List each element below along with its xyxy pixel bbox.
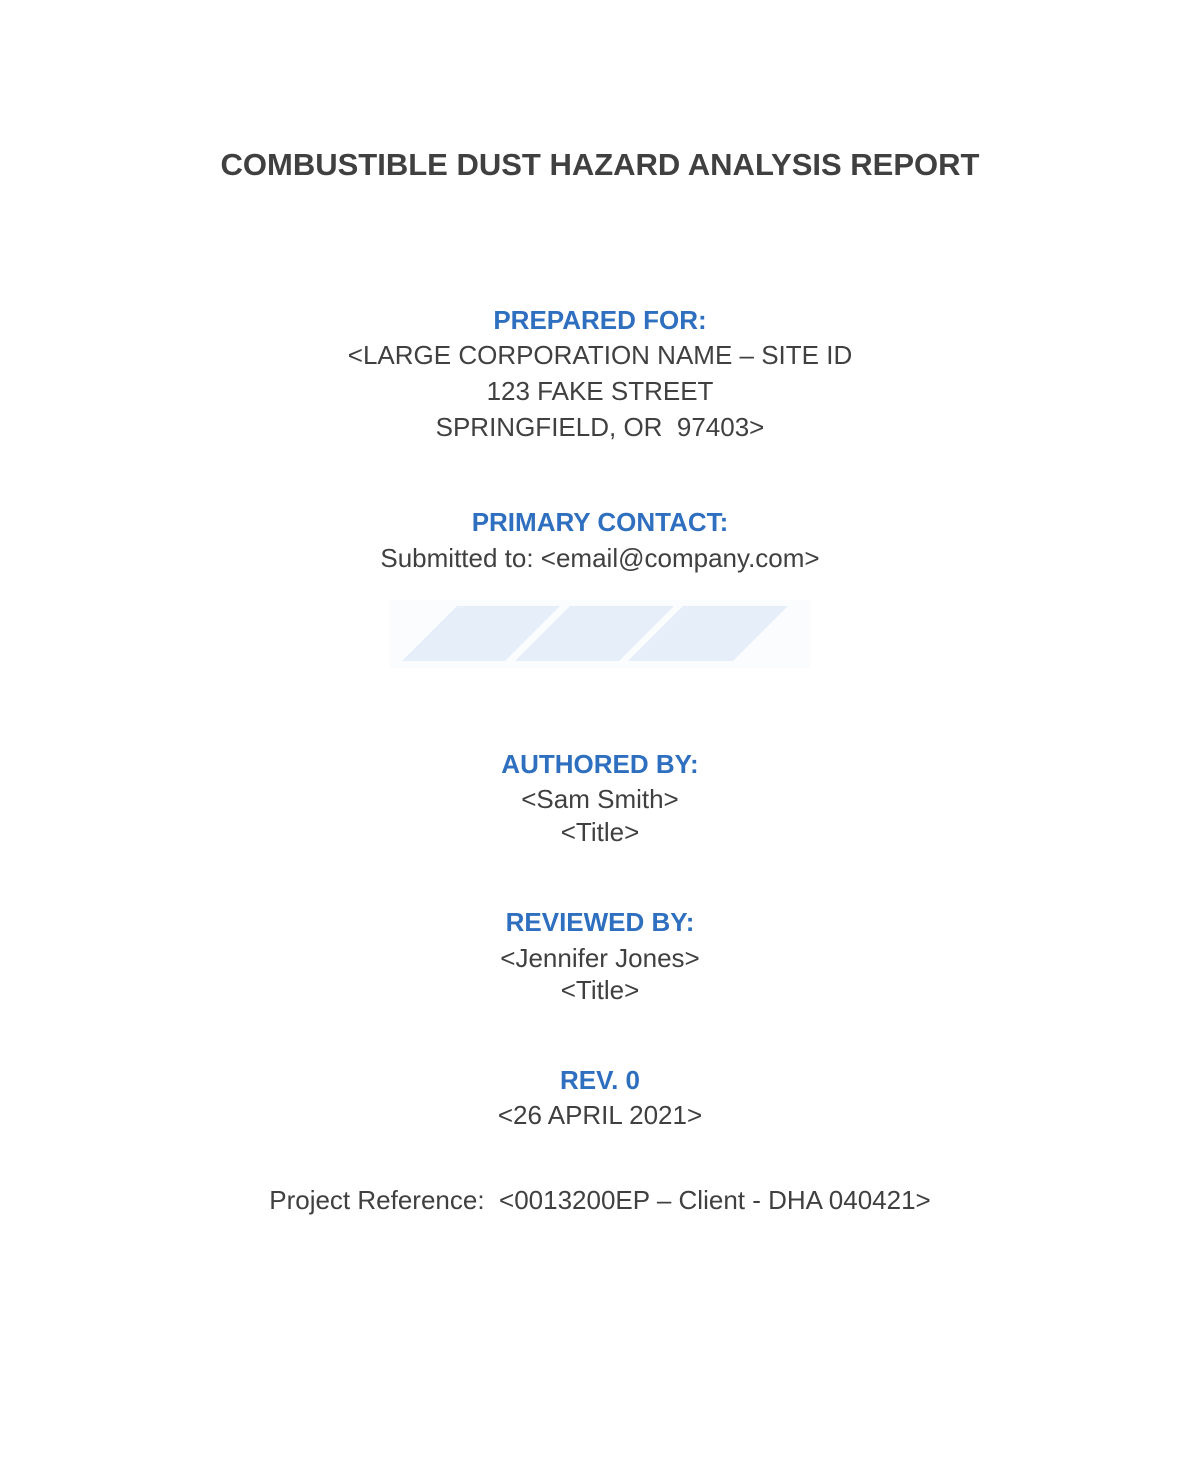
project-reference: Project Reference: <0013200EP – Client - DHA 040421> xyxy=(269,1185,931,1215)
primary-contact-label: PRIMARY CONTACT: xyxy=(471,507,729,537)
reviewer-title: <Title> xyxy=(560,975,640,1005)
author-title: <Title> xyxy=(560,817,640,847)
prepared-for-line-3: SPRINGFIELD, OR 97403> xyxy=(435,412,765,442)
reviewer-name: <Jennifer Jones> xyxy=(500,943,700,973)
reviewed-by-label: REVIEWED BY: xyxy=(505,907,695,937)
author-name: <Sam Smith> xyxy=(521,784,679,814)
prepared-for-line-1: <LARGE CORPORATION NAME – SITE ID xyxy=(347,340,853,370)
prepared-for-line-2: 123 FAKE STREET xyxy=(486,376,714,406)
authored-by-label: AUTHORED BY: xyxy=(501,749,699,779)
revision-date: <26 APRIL 2021> xyxy=(497,1100,703,1130)
primary-contact-value: Submitted to: <email@company.com> xyxy=(380,543,820,573)
report-title: COMBUSTIBLE DUST HAZARD ANALYSIS REPORT xyxy=(220,147,980,182)
decorative-stripes xyxy=(390,600,810,668)
prepared-for-label: PREPARED FOR: xyxy=(493,305,707,335)
revision-label: REV. 0 xyxy=(560,1065,640,1095)
